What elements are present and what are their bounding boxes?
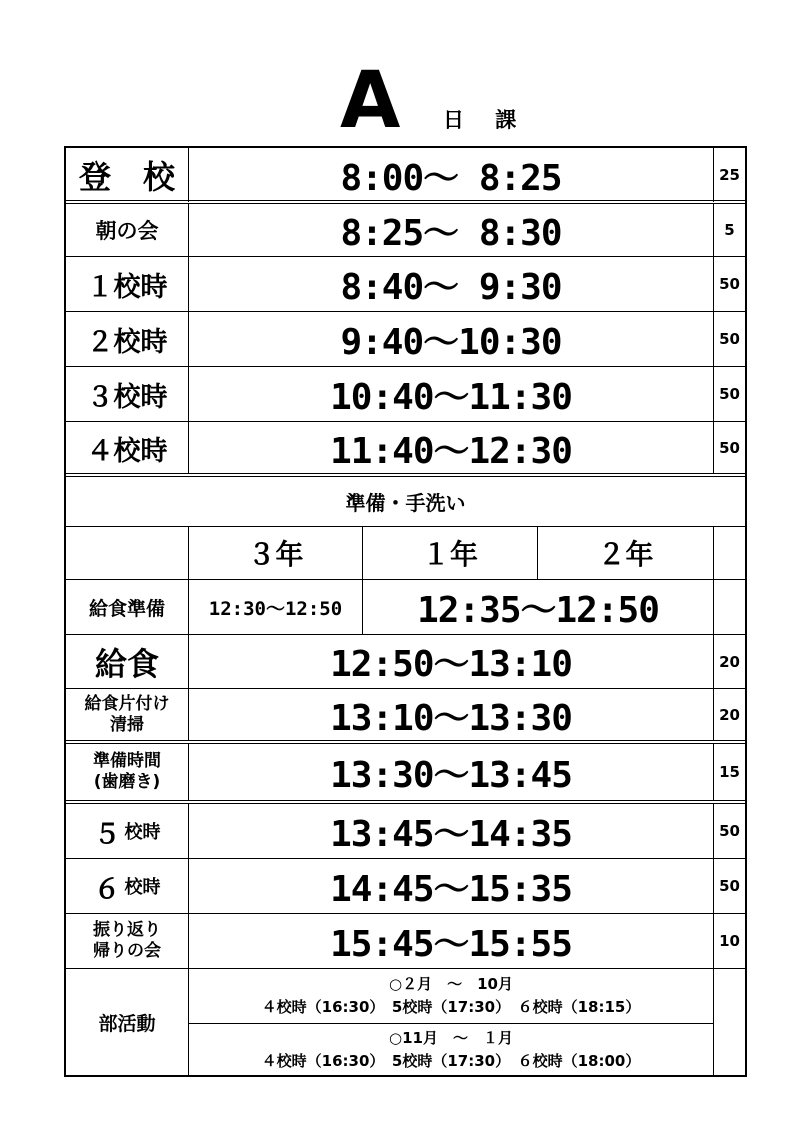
row-label-line1: 準備時間 <box>93 751 161 771</box>
row-minutes: 50 <box>713 367 745 421</box>
table-row <box>66 744 745 800</box>
club-row <box>66 969 745 1075</box>
club-minutes-blank <box>713 969 745 1075</box>
row-label <box>66 859 189 913</box>
table-row <box>66 689 745 741</box>
row-time: 10:40〜11:30 <box>330 376 572 418</box>
row-time: 8:00〜 8:25 <box>340 157 562 199</box>
row-minutes: 5 <box>713 204 745 256</box>
table-row <box>66 635 745 688</box>
club-period-1-times: ４校時（16:30） 5校時（17:30） ６校時（18:15） <box>261 998 641 1016</box>
row-label: 給食準備 <box>66 580 189 634</box>
row-label: 登 校 <box>66 148 189 202</box>
row-label-num: ５ <box>93 818 121 850</box>
row-label <box>66 914 189 968</box>
club-period-2-months: ○11月 〜 １月 <box>389 1028 513 1047</box>
title-block <box>0 56 794 146</box>
table-row <box>66 477 745 525</box>
grade-header-row <box>66 527 745 579</box>
row-minutes: 20 <box>713 635 745 688</box>
table-row <box>66 580 745 634</box>
row-label: 給食 <box>66 635 189 688</box>
row-minutes: 50 <box>713 257 745 311</box>
row-label-text: 校時 <box>124 822 161 843</box>
schedule-table <box>64 146 747 1077</box>
prep-wash-label: 準備・手洗い <box>345 490 466 515</box>
table-row <box>66 914 745 968</box>
row-time: 8:25〜 8:30 <box>340 212 562 254</box>
row-label: ４校時 <box>66 422 189 474</box>
grade-header: ３年 <box>189 527 363 579</box>
row-time: 9:40〜10:30 <box>340 321 562 363</box>
row-label: 朝の会 <box>66 204 189 256</box>
row-label <box>66 744 189 800</box>
row-minutes: 10 <box>713 914 745 968</box>
row-time: 13:45〜14:35 <box>330 813 572 855</box>
row-time: 13:10〜13:30 <box>330 697 572 739</box>
grade-header: １年 <box>363 527 538 579</box>
row-label-line2: 帰りの会 <box>93 941 161 961</box>
row-label <box>66 804 189 858</box>
row-label-line2: (歯磨き) <box>93 772 161 792</box>
club-period-2-times: ４校時（16:30） 5校時（17:30） ６校時（18:00） <box>261 1051 641 1070</box>
row-time: 11:40〜12:30 <box>330 430 572 472</box>
table-row <box>66 859 745 913</box>
row-minutes: 20 <box>713 689 745 741</box>
row-label <box>66 689 189 741</box>
row-minutes: 50 <box>713 422 745 474</box>
lunch-prep-time-others: 12:35〜12:50 <box>417 589 659 631</box>
row-label-text: 校時 <box>124 877 161 898</box>
row-minutes: 25 <box>713 148 745 202</box>
table-row <box>66 367 745 421</box>
schedule-letter: A <box>340 56 401 146</box>
table-row <box>66 312 745 366</box>
row-label-line2: 清掃 <box>110 715 144 735</box>
row-label: １校時 <box>66 257 189 311</box>
grade-header-blank <box>66 527 189 579</box>
table-row <box>66 257 745 311</box>
row-time: 12:50〜13:10 <box>330 644 572 685</box>
row-minutes: 15 <box>713 744 745 800</box>
table-row <box>66 204 745 256</box>
club-period-1-months: ○２月 〜 10月 <box>389 975 513 993</box>
row-minutes: 50 <box>713 804 745 858</box>
club-period-1 <box>189 969 713 1023</box>
lunch-prep-time-grade3: 12:30〜12:50 <box>189 580 363 634</box>
row-minutes-blank <box>713 580 745 634</box>
table-row <box>66 804 745 858</box>
schedule-subtitle: 日 課 <box>443 108 529 132</box>
club-period-2 <box>189 1024 713 1075</box>
row-time: 13:30〜13:45 <box>330 754 572 796</box>
row-minutes: 50 <box>713 859 745 913</box>
row-label: ３校時 <box>66 367 189 421</box>
table-row <box>66 148 745 202</box>
grade-header-blank <box>713 527 745 579</box>
grade-header: ２年 <box>597 538 654 571</box>
row-time: 15:45〜15:55 <box>330 923 572 965</box>
row-time: 14:45〜15:35 <box>330 868 572 910</box>
row-label-num: ６ <box>93 873 121 905</box>
row-label-line1: 振り返り <box>93 920 161 940</box>
row-label: ２校時 <box>66 312 189 366</box>
row-label-line1: 給食片付け <box>84 694 170 714</box>
table-row <box>66 422 745 474</box>
row-time: 8:40〜 9:30 <box>340 266 562 308</box>
row-minutes: 50 <box>713 312 745 366</box>
club-label: 部活動 <box>66 969 189 1075</box>
